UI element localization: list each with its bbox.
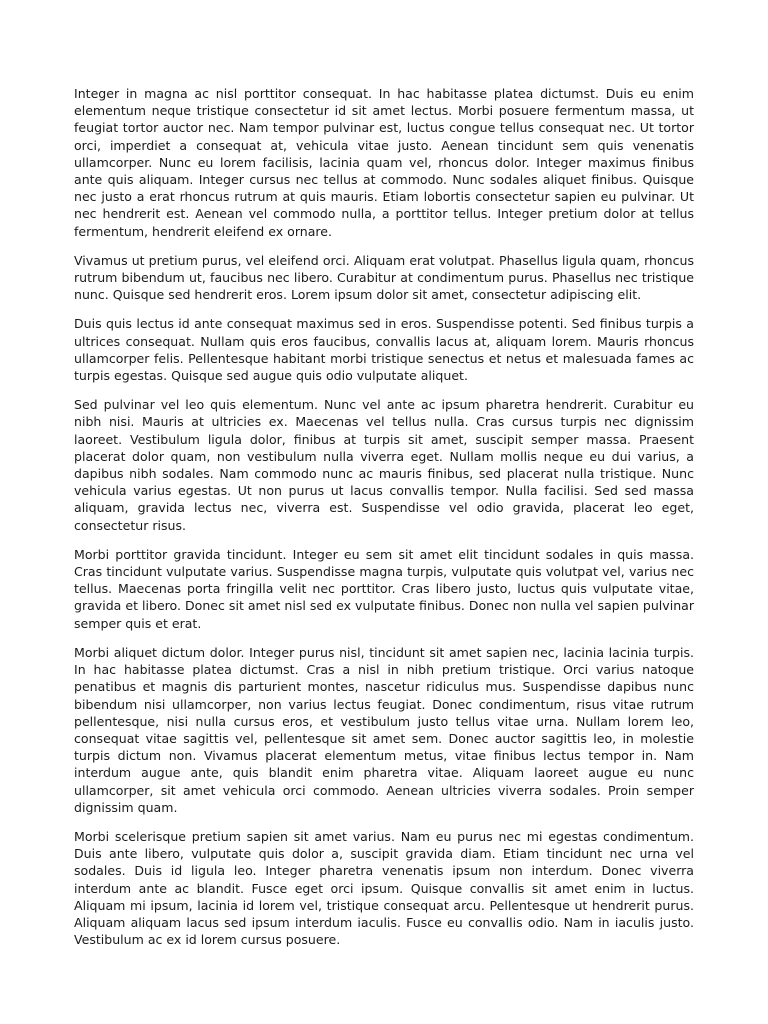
paragraph-5: Morbi porttitor gravida tincidunt. Integer eu sem sit amet elit tincidunt sodales in quis massa. Cras tincidunt vulputate varius. Suspendisse magna turpis, vulputate quis volutpat vel, varius nec tellus. Maecenas porta fringilla velit nec porttitor. Cras libero justo, luctus quis vulputate vitae, gravida et libero. Donec sit amet nisl sed ex vulputate finibus. Donec non nulla vel sapien pulvinar semper quis et erat. — [74, 546, 694, 631]
paragraph-1: Integer in magna ac nisl porttitor consequat. In hac habitasse platea dictumst. Duis eu enim elementum neque tristique consectetur id sit amet lectus. Morbi posuere fermentum massa, ut feugiat tortor auctor nec. Nam tempor pulvinar est, luctus congue tellus consequat nec. Ut tortor orci, imperdiet a consequat at, vehicula vitae justo. Aenean tincidunt sem quis venenatis ullamcorper. Nunc eu lorem facilisis, lacinia quam vel, rhoncus dolor. Integer maximus finibus ante quis aliquam. Integer cursus nec tellus at commodo. Nunc sodales aliquet finibus. Quisque nec justo a erat rhoncus rutrum at quis mauris. Etiam lobortis consectetur sapien eu pulvinar. Ut nec hendrerit est. Aenean vel commodo nulla, a porttitor tellus. Integer pretium dolor at tellus fermentum, hendrerit eleifend ex ornare. — [74, 86, 694, 239]
paragraph-4: Sed pulvinar vel leo quis elementum. Nunc vel ante ac ipsum pharetra hendrerit. Curabitur eu nibh nisi. Mauris at ultricies ex. Maecenas vel tellus nulla. Cras cursus turpis nec dignissim laoreet. Vestibulum ligula dolor, finibus at turpis sit amet, suscipit semper massa. Praesent placerat dolor quam, non vestibulum nulla viverra eget. Nullam mollis neque eu dui varius, a dapibus nibh sodales. Nam commodo nunc ac mauris finibus, sed placerat nulla tristique. Nunc vehicula varius egestas. Ut non purus ut lacus convallis tempor. Nulla facilisi. Sed sed massa aliquam, gravida lectus nec, viverra est. Suspendisse vel odio gravida, placerat leo eget, consectetur risus. — [74, 397, 694, 533]
paragraph-6: Morbi aliquet dictum dolor. Integer purus nisl, tincidunt sit amet sapien nec, lacinia lacinia turpis. In hac habitasse platea dictumst. Cras a nisl in nibh pretium tristique. Orci varius natoque penatibus et magnis dis parturient montes, nascetur ridiculus mus. Suspendisse dapibus nunc bibendum nisi ullamcorper, non varius lectus feugiat. Donec condimentum, risus vitae rutrum pellentesque, nisi nulla cursus eros, et vestibulum justo tellus vitae urna. Nullam lorem leo, consequat vitae sagittis vel, pellentesque sit amet sem. Donec auctor sagittis leo, in molestie turpis dictum non. Vivamus placerat elementum metus, vitae finibus lectus tempor in. Nam interdum augue ante, quis blandit enim pharetra vitae. Aliquam laoreet augue eu nunc ullamcorper, sit amet vehicula orci commodo. Aenean ultricies viverra sodales. Proin semper dignissim quam. — [74, 644, 694, 815]
document-page — [74, 85, 694, 960]
paragraph-3: Duis quis lectus id ante consequat maximus sed in eros. Suspendisse potenti. Sed finibus turpis a ultrices consequat. Nullam quis eros faucibus, convallis lacus at, aliquam lorem. Mauris rhoncus ullamcorper felis. Pellentesque habitant morbi tristique senectus et netus et malesuada fames ac turpis egestas. Quisque sed augue quis odio vulputate aliquet. — [74, 316, 694, 384]
paragraph-7: Morbi scelerisque pretium sapien sit amet varius. Nam eu purus nec mi egestas condimentum. Duis ante libero, vulputate quis dolor a, suscipit gravida diam. Etiam tincidunt nec urna vel sodales. Duis id ligula leo. Integer pharetra venenatis ipsum non interdum. Donec viverra interdum ante ac blandit. Fusce eget orci ipsum. Quisque convallis sit amet enim in luctus. Aliquam mi ipsum, lacinia id lorem vel, tristique consequat arcu. Pellentesque ut hendrerit purus. Aliquam aliquam lacus sed ipsum interdum iaculis. Fusce eu convallis odio. Nam in iaculis justo. Vestibulum ac ex id lorem cursus posuere. — [74, 828, 694, 948]
paragraph-2: Vivamus ut pretium purus, vel eleifend orci. Aliquam erat volutpat. Phasellus ligula quam, rhoncus rutrum bibendum ut, faucibus nec libero. Curabitur at condimentum purus. Phasellus nec tristique nunc. Quisque sed hendrerit eros. Lorem ipsum dolor sit amet, consectetur adipiscing elit. — [74, 252, 694, 303]
